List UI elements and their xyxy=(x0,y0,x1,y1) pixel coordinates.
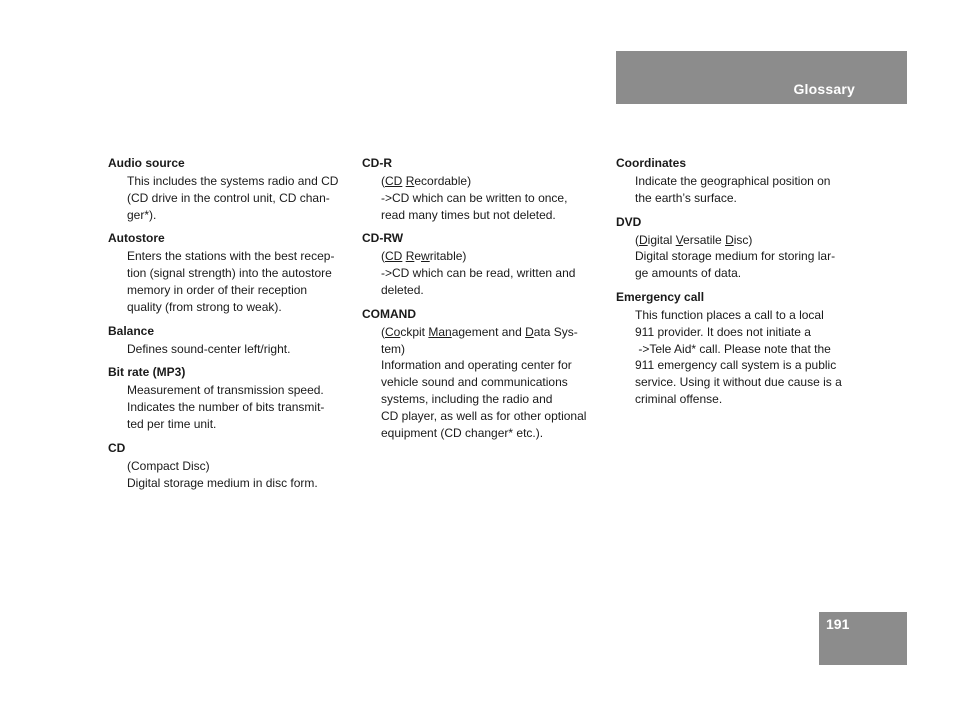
glossary-definition xyxy=(108,248,353,315)
definition-text: ckpit xyxy=(400,324,429,339)
glossary-term: Emergency call xyxy=(616,289,705,304)
glossary-entry xyxy=(108,441,353,492)
definition-line: Indicate the geographical position on xyxy=(635,174,831,188)
definition-text: ecordable) xyxy=(414,174,472,188)
abbreviation-letter: R xyxy=(405,174,415,188)
definition-line: Defines sound-center left/right. xyxy=(127,341,291,356)
glossary-term: CD-R xyxy=(362,156,392,170)
definition-text: ( xyxy=(381,324,385,339)
definition-line: Indicates the number of bits transmit- xyxy=(127,400,325,415)
definition-line: systems, including the radio and xyxy=(381,391,553,406)
definition-line xyxy=(381,248,607,265)
page-number-box xyxy=(819,612,907,665)
definition-line: equipment (CD changer* etc.). xyxy=(381,425,544,440)
abbreviation-letter: CD xyxy=(385,249,403,264)
definition-line: 911 provider. It does not initiate a xyxy=(635,324,811,339)
glossary-term: Audio source xyxy=(108,156,185,170)
definition-line: ted per time unit. xyxy=(127,416,217,431)
glossary-definition xyxy=(616,307,861,408)
definition-line xyxy=(381,173,607,190)
definition-text: ata Sys- xyxy=(533,324,578,339)
glossary-entry xyxy=(616,290,861,408)
glossary-entry xyxy=(362,307,607,442)
definition-line: read many times but not deleted. xyxy=(381,207,556,222)
glossary-column-2 xyxy=(362,156,607,449)
definition-text: igital xyxy=(647,232,676,247)
abbreviation-letter: w xyxy=(421,249,430,264)
definition-text: agement and xyxy=(451,324,526,339)
definition-line: Information and operating center for xyxy=(381,358,572,373)
glossary-column-1 xyxy=(108,156,353,499)
definition-text: ersatile xyxy=(683,232,726,247)
definition-line: tem) xyxy=(381,341,405,356)
glossary-definition xyxy=(108,173,353,223)
glossary-definition xyxy=(362,324,607,442)
definition-text: ritable) xyxy=(429,249,467,264)
definition-line: ge amounts of data. xyxy=(635,266,742,281)
glossary-term: Autostore xyxy=(108,231,165,246)
definition-line: ->Tele Aid* call. Please note that the xyxy=(635,341,831,356)
definition-line xyxy=(635,232,861,249)
glossary-entry xyxy=(108,365,353,432)
abbreviation-letter: D xyxy=(639,232,648,247)
abbreviation-letter: D xyxy=(525,324,534,339)
glossary-term: Bit rate (MP3) xyxy=(108,365,186,380)
glossary-definition xyxy=(616,232,861,282)
definition-line: criminal offense. xyxy=(635,391,723,406)
abbreviation-letter: Man xyxy=(428,324,452,339)
definition-line: This includes the systems radio and CD xyxy=(127,174,339,188)
glossary-definition xyxy=(362,248,607,298)
abbreviation-letter: Co xyxy=(385,324,401,339)
definition-line xyxy=(381,324,607,341)
glossary-term: Balance xyxy=(108,323,155,338)
definition-line: Digital storage medium in disc form. xyxy=(127,475,318,490)
section-header-bar xyxy=(616,51,907,104)
definition-line: CD player, as well as for other optional xyxy=(381,408,587,423)
glossary-definition xyxy=(616,173,861,207)
definition-line: service. Using it without due cause is a xyxy=(635,375,842,390)
glossary-term: Coordinates xyxy=(616,156,687,170)
glossary-definition xyxy=(108,341,353,358)
glossary-entry xyxy=(108,324,353,358)
definition-line: tion (signal strength) into the autostore xyxy=(127,266,332,281)
definition-line: memory in order of their reception xyxy=(127,282,308,297)
glossary-term: COMAND xyxy=(362,306,416,321)
glossary-term: CD-RW xyxy=(362,231,404,246)
definition-text: ( xyxy=(381,174,385,188)
definition-line: ->CD which can be written to once, xyxy=(381,190,568,205)
glossary-definition xyxy=(108,382,353,432)
glossary-entry xyxy=(362,231,607,298)
definition-line: Enters the stations with the best recep- xyxy=(127,249,335,264)
abbreviation-letter: V xyxy=(675,232,684,247)
glossary-entry xyxy=(362,156,607,223)
definition-line: 911 emergency call system is a public xyxy=(635,358,837,373)
glossary-entry xyxy=(108,156,353,223)
abbreviation-letter: CD xyxy=(385,174,403,188)
glossary-entry xyxy=(616,156,861,207)
definition-text: isc) xyxy=(733,232,753,247)
definition-line: vehicle sound and communications xyxy=(381,375,568,390)
glossary-entry xyxy=(108,231,353,315)
glossary-term: DVD xyxy=(616,214,642,229)
definition-line: (CD drive in the control unit, CD chan- xyxy=(127,190,330,205)
section-title: Glossary xyxy=(793,81,855,97)
glossary-definition xyxy=(108,458,353,492)
glossary-entry xyxy=(616,215,861,282)
definition-line: (Compact Disc) xyxy=(127,458,210,473)
definition-line: This function places a call to a local xyxy=(635,307,824,322)
definition-line: ger*). xyxy=(127,207,157,222)
abbreviation-letter: R xyxy=(405,249,415,264)
definition-line: Measurement of transmission speed. xyxy=(127,383,324,398)
definition-text: ( xyxy=(635,232,639,247)
glossary-definition xyxy=(362,173,607,223)
definition-line: deleted. xyxy=(381,282,424,297)
definition-line: quality (from strong to weak). xyxy=(127,299,282,314)
definition-text: ( xyxy=(381,249,385,264)
page-number: 191 xyxy=(826,616,850,632)
definition-line: ->CD which can be read, written and xyxy=(381,266,576,281)
definition-text: e xyxy=(414,249,422,264)
definition-line: Digital storage medium for storing lar- xyxy=(635,249,836,264)
definition-line: the earth’s surface. xyxy=(635,190,737,205)
glossary-column-3 xyxy=(616,156,861,416)
glossary-term: CD xyxy=(108,440,126,455)
abbreviation-letter: D xyxy=(725,232,734,247)
